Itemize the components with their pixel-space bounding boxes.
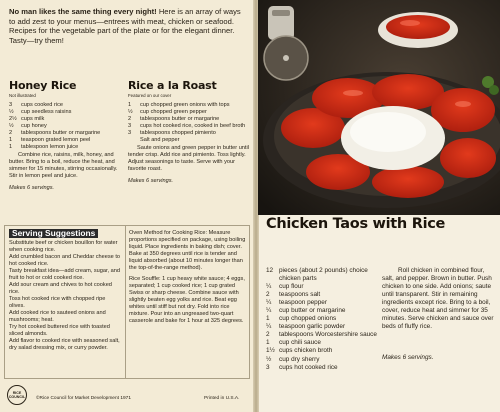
ingredient-item: pieces (about 2 pounds) choice chicken parts xyxy=(279,267,368,283)
intro-lead: No man likes the same thing every night! xyxy=(9,7,157,16)
ingredient-item: cup chopped onions xyxy=(279,315,337,323)
honey-rice-method: Combine rice, raisins, milk, honey, and butter. Bring to a boil, reduce the heat, and simmer for 15 minutes, stirring occasionally. Stir in lemon peel and juice. xyxy=(9,152,118,179)
ingredient-qty: 1 xyxy=(9,144,13,150)
ingredient-qty: ¼ xyxy=(266,307,272,315)
ingredient-qty: 1 xyxy=(128,102,132,108)
ingredient-row xyxy=(266,356,378,364)
serving-suggestions-list xyxy=(9,240,122,352)
ingredient-row xyxy=(266,364,378,372)
rice-roast-note: Featured on our cover xyxy=(128,93,172,98)
copyright-line: ©Rice Council for Market Development 1971 xyxy=(36,396,131,401)
dish-illustration xyxy=(258,0,500,215)
ingredient-qty: ¼ xyxy=(266,299,272,307)
ingredient-row xyxy=(266,291,378,299)
ingredient-row xyxy=(266,339,378,347)
ingredient-row xyxy=(9,116,121,123)
rice-souffle-text: Rice Souffle: 1 cup heavy white sauce; 4 eggs, separated; 1 cup cooked rice; 1 cup grated Swiss or sharp cheese. Combine sauce with slightly beaten egg yolks and rice. Beat egg whites until stiff but not dry. Fold into rice mixture. Pour into an ungreased two-quart casserole and bake for 1 hour at 325 degrees. xyxy=(129,276,245,324)
rice-roast-ingredients xyxy=(128,102,250,144)
chicken-taos-servings: Makes 6 servings. xyxy=(382,354,434,361)
ingredient-qty: 2 xyxy=(9,130,13,136)
oven-method xyxy=(129,230,247,329)
chicken-taos-photo xyxy=(258,0,500,215)
ingredient-row xyxy=(9,137,121,144)
ingredient-item: Salt and pepper xyxy=(140,137,180,143)
ingredient-qty: 1 xyxy=(266,339,270,347)
serving-suggestions xyxy=(9,229,122,352)
honey-rice-recipe xyxy=(9,80,121,192)
rice-roast-title: Rice a la Roast xyxy=(128,79,217,92)
ingredient-row xyxy=(128,116,250,123)
ingredient-item: cup dry sherry xyxy=(279,355,320,363)
ingredient-item: teaspoon grated lemon peel xyxy=(21,137,91,143)
oven-method-text: Oven Method for Cooking Rice: Measure proportions specified on package, using boiling liquid. Place ingredients in baking dish; cover. Bake at 350 degrees until rice is tender and liquid absorbed (about 10 minutes longer than the top-of-the-range method). xyxy=(129,230,246,271)
ingredient-item: teaspoon pepper xyxy=(279,299,327,307)
ingredient-qty: 3 xyxy=(266,363,270,371)
honey-rice-servings: Makes 6 servings. xyxy=(9,185,55,191)
chicken-taos-title: Chicken Taos with Rice xyxy=(266,216,446,232)
ingredient-row xyxy=(266,323,378,331)
tips-divider xyxy=(125,226,126,378)
ingredient-row xyxy=(266,283,378,291)
ingredient-qty: 1 xyxy=(266,315,270,323)
ingredient-qty: 3 xyxy=(128,130,132,136)
ingredient-qty: ½ xyxy=(9,123,14,129)
ingredient-row xyxy=(9,123,121,130)
ingredient-row xyxy=(128,130,250,137)
rice-roast-method: Saute onions and green pepper in butter until tender crisp. Add rice and pimiento. Toss lightly. Adjust seasonings to taste. Serve with your favorite roast. xyxy=(128,145,249,172)
ingredient-qty: 3 xyxy=(128,123,132,129)
honey-rice-title: Honey Rice xyxy=(9,79,77,92)
intro-body: Here is an array of ways to add zest to your menus—entrees with meat, chicken or seafood. Recipes for the vegetable part of the plate or for the elegant dinner. Tasty—try them! xyxy=(9,7,241,45)
ingredient-qty xyxy=(128,137,140,144)
printed-in-line: Printed in U.S.A. xyxy=(204,396,240,401)
ingredient-item: tablespoons butter or margarine xyxy=(140,116,220,122)
ingredient-item: tablespoons butter or margarine xyxy=(21,130,101,136)
ingredient-row xyxy=(9,130,121,137)
ingredient-row xyxy=(266,267,378,283)
chicken-taos-method-text: Roll chicken in combined flour, salt, and pepper. Brown in butter. Push chicken to one side. Add onions; saute until transparent. Stir in remaining ingredients except rice. Bring to a boil, cover, reduce heat and simmer for 35 minutes. Serve chicken and sauce over beds of fluffy rice. xyxy=(382,267,494,331)
ingredient-item: cups milk xyxy=(21,116,45,122)
ingredient-row xyxy=(9,102,121,109)
ingredient-qty: 2½ xyxy=(9,116,17,122)
suggestion-item: Add sour cream and chives to hot cooked rice. xyxy=(9,282,112,295)
ingredient-qty: 1½ xyxy=(266,347,275,355)
suggestion-item: Try hot cooked buttered rice with toasted sliced almonds. xyxy=(9,324,110,337)
suggestion-item: Substitute beef or chicken bouillon for water when cooking rice. xyxy=(9,240,118,253)
ingredient-row xyxy=(266,331,378,339)
ingredient-row xyxy=(128,109,250,116)
ingredient-item: cups hot cooked rice, cooked in beef broth xyxy=(140,123,246,129)
ingredient-qty: 2 xyxy=(128,116,132,122)
honey-rice-ingredients xyxy=(9,102,121,151)
serving-suggestions-title: Serving Suggestions xyxy=(9,229,98,238)
suggestion-item: Add cooked rice to sauteed onions and mushrooms; heat. xyxy=(9,310,106,323)
ingredient-qty: ½ xyxy=(128,109,133,115)
ingredient-qty: 2 xyxy=(266,291,270,299)
ingredient-item: cup chopped green pepper xyxy=(140,109,207,115)
rice-roast-recipe xyxy=(128,80,250,185)
honey-rice-note: Not illustrated xyxy=(9,93,36,98)
ingredient-item: cup seedless raisins xyxy=(21,109,72,115)
chicken-taos-ingredients xyxy=(266,267,378,372)
chicken-taos-method xyxy=(382,267,494,331)
rice-roast-servings: Makes 6 servings. xyxy=(128,178,174,184)
ingredient-item: tablespoon lemon juice xyxy=(21,144,79,150)
ingredient-qty: 3 xyxy=(9,102,13,108)
suggestion-item: Tasty breakfast idea—add cream, sugar, and fruit to hot or cold cooked rice. xyxy=(9,268,121,281)
ingredient-row xyxy=(266,299,378,307)
ingredient-qty: 2 xyxy=(266,331,270,339)
ingredient-qty: ½ xyxy=(9,109,14,115)
ingredient-row xyxy=(266,315,378,323)
ingredient-item: teaspoons salt xyxy=(279,291,321,299)
ingredient-row xyxy=(9,109,121,116)
ingredient-item: tablespoons Worcestershire sauce xyxy=(279,331,377,339)
ingredient-qty: ¼ xyxy=(266,283,272,291)
ingredient-item: cup honey xyxy=(21,123,47,129)
ingredient-item: cups cooked rice xyxy=(21,102,63,108)
rice-council-logo: RICE COUNCIL xyxy=(7,385,27,405)
intro-paragraph xyxy=(9,7,249,45)
ingredient-row xyxy=(266,307,378,315)
ingredient-row xyxy=(266,347,378,355)
suggestion-item: Add crumbled bacon and Cheddar cheese to hot cooked rice. xyxy=(9,254,121,267)
ingredient-qty: ½ xyxy=(266,355,272,363)
ingredient-row xyxy=(128,137,250,144)
ingredient-item: cup chili sauce xyxy=(279,339,321,347)
ingredient-item: tablespoons chopped pimiento xyxy=(140,130,216,136)
tips-box xyxy=(4,225,250,379)
ingredient-qty: 12 xyxy=(266,267,274,274)
ingredient-qty: 1 xyxy=(9,137,13,143)
suggestion-item: Add flavor to cooked rice with seasoned salt, dry salad dressing mix, or curry powder. xyxy=(9,338,120,351)
ingredient-item: cup butter or margarine xyxy=(279,307,346,315)
ingredient-item: cup flour xyxy=(279,283,304,291)
suggestion-item: Toss hot cooked rice with chopped ripe olives. xyxy=(9,296,106,309)
ingredient-item: cups hot cooked rice xyxy=(279,363,338,371)
ingredient-row xyxy=(128,123,250,130)
ingredient-item: teaspoon garlic powder xyxy=(279,323,346,331)
ingredient-qty: ¼ xyxy=(266,323,272,331)
ingredient-item: cups chicken broth xyxy=(279,347,333,355)
ingredient-row xyxy=(9,144,121,151)
ingredient-row xyxy=(128,102,250,109)
ingredient-item: cup chopped green onions with tops xyxy=(140,102,230,108)
